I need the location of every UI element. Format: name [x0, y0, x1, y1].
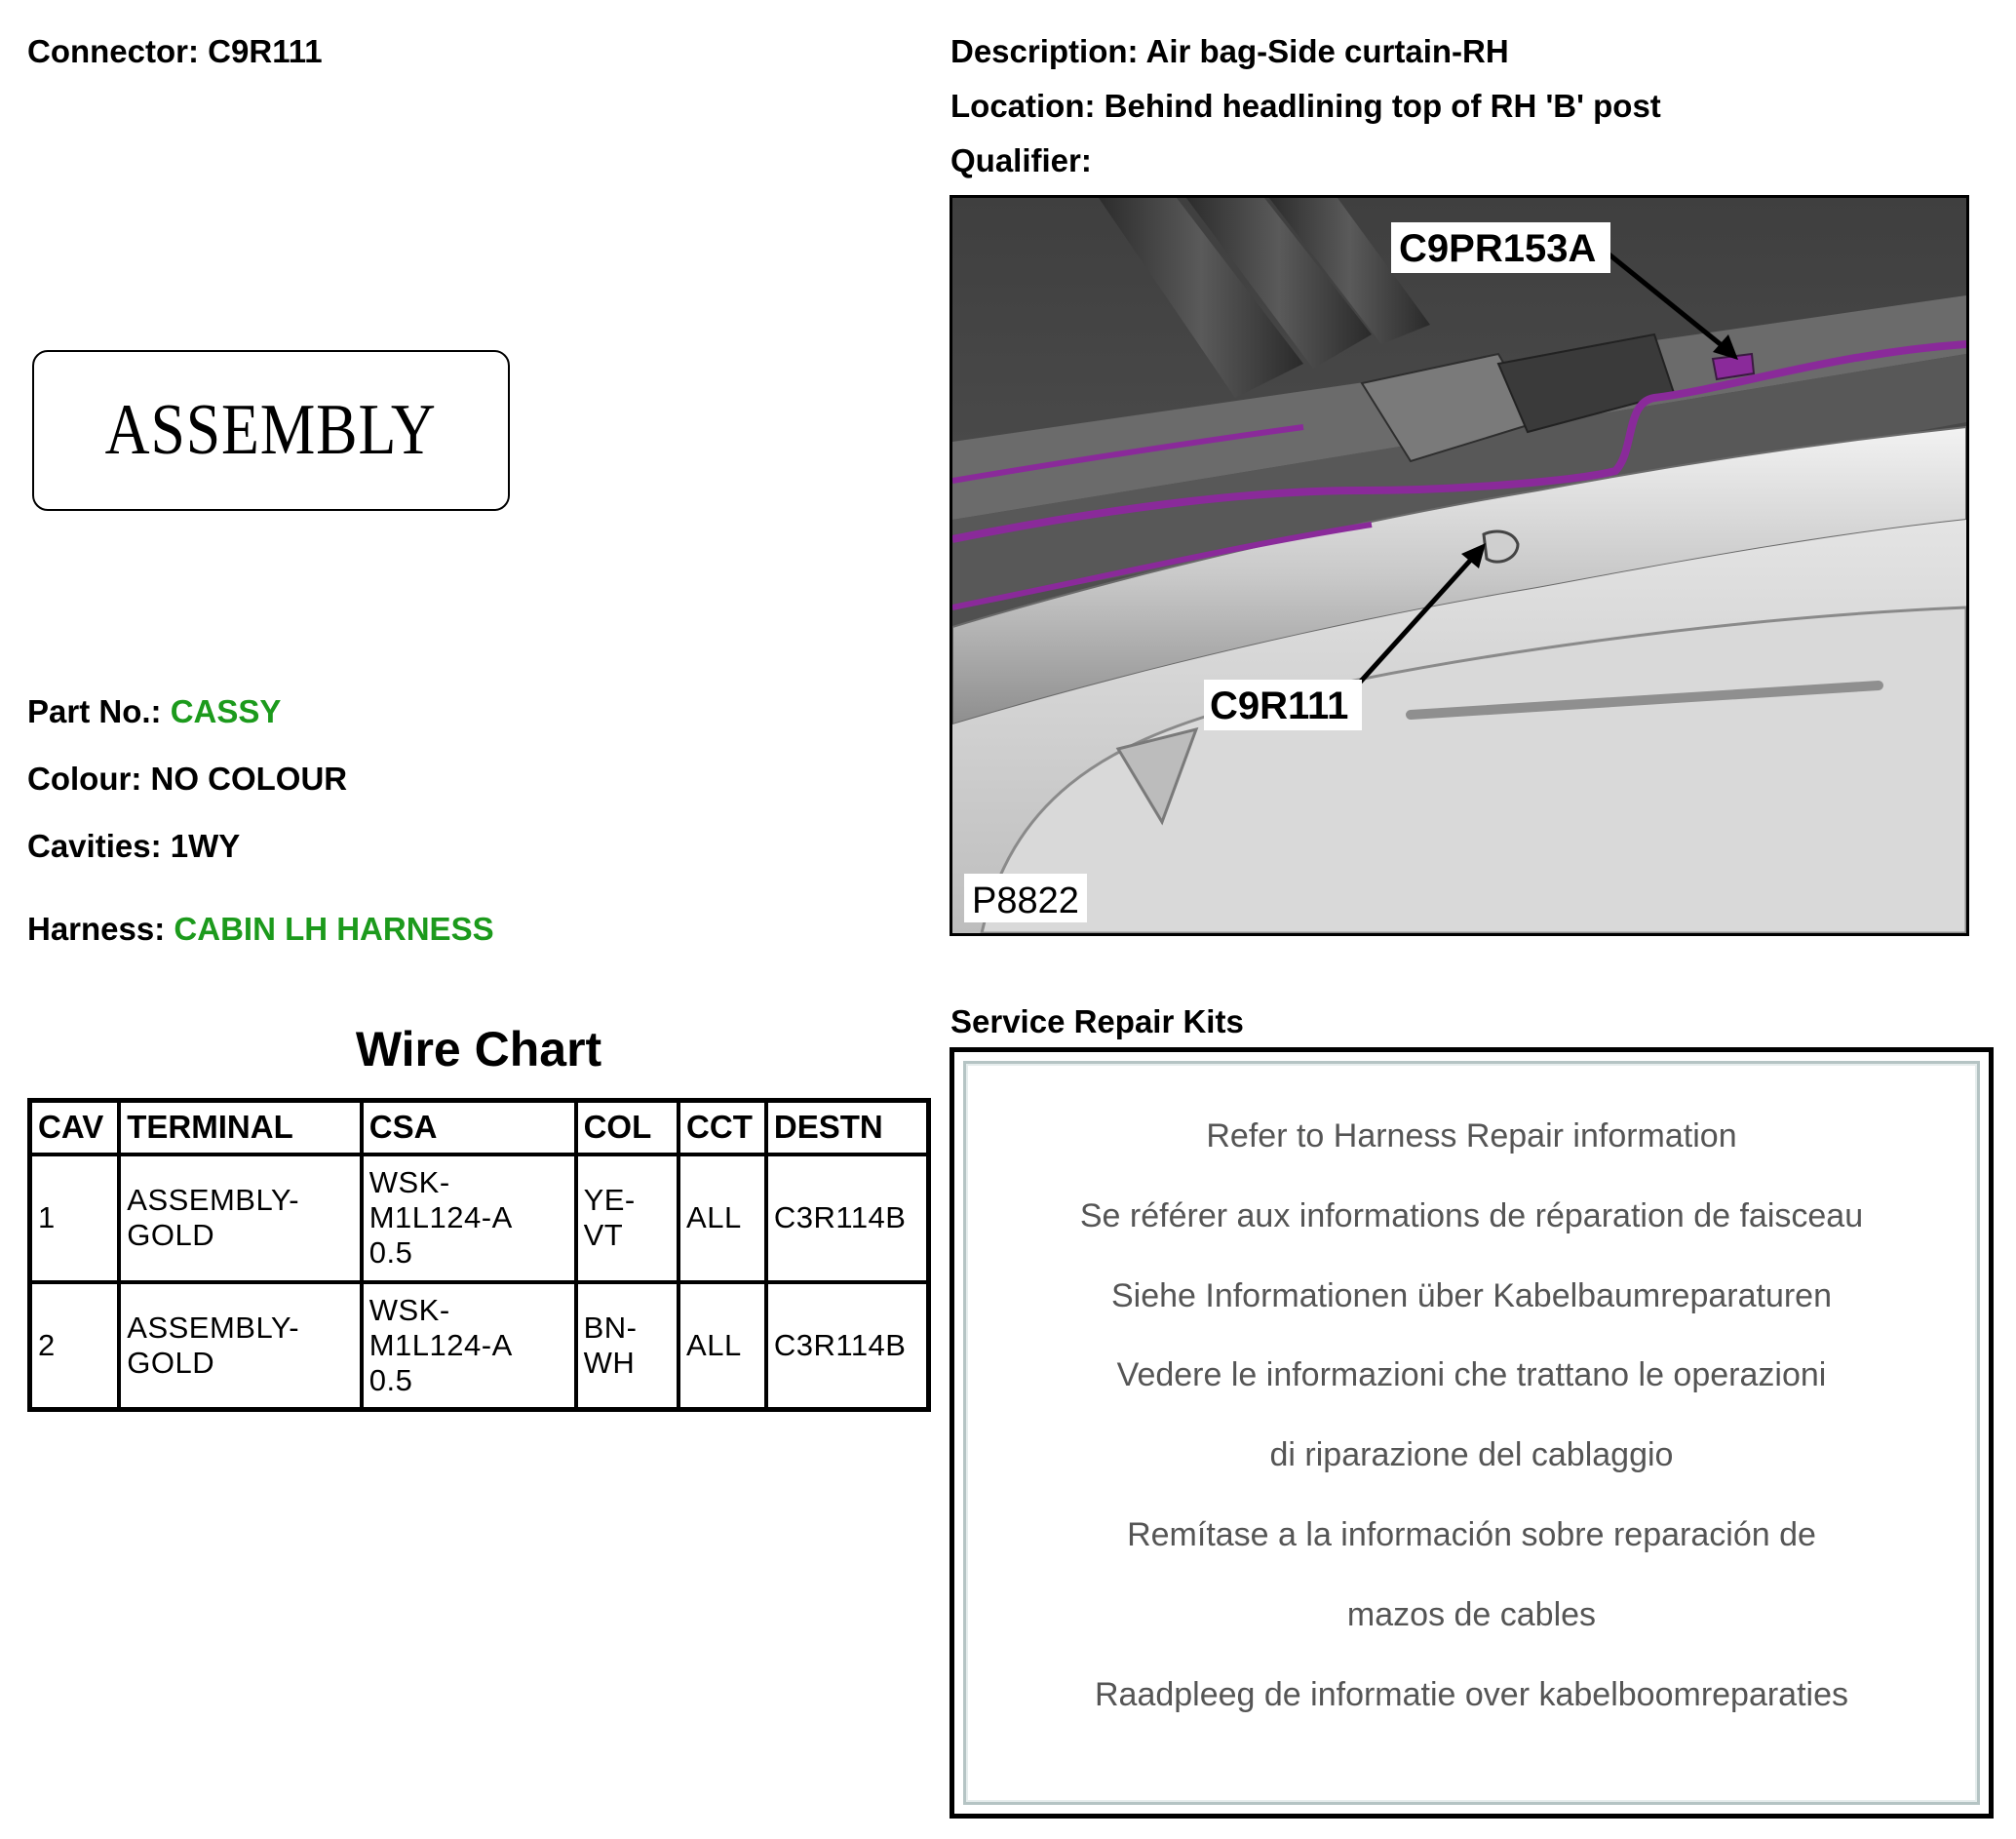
cell-destn-link[interactable]: C3R114B — [766, 1154, 929, 1282]
cell-cct: ALL — [678, 1154, 766, 1282]
cell-csa-line: M1L124-A — [368, 1327, 513, 1362]
cell-csa-line: WSK- — [368, 1292, 450, 1327]
service-repair-panel — [963, 1061, 1980, 1805]
cell-csa — [362, 1154, 576, 1282]
location-label: Location: — [950, 88, 1096, 124]
cell-col-line: YE- — [583, 1183, 636, 1217]
header-terminal: TERMINAL — [119, 1101, 361, 1154]
cell-csa-line: 0.5 — [368, 1362, 413, 1397]
cell-csa-line: M1L124-A — [368, 1200, 513, 1234]
part-no-field — [27, 692, 281, 731]
cell-terminal-line: ASSEMBLY- — [127, 1183, 300, 1217]
part-no-link[interactable]: CASSY — [170, 693, 282, 729]
cell-csa-line: 0.5 — [368, 1235, 413, 1270]
cell-col — [576, 1282, 678, 1410]
harness-field — [27, 910, 494, 949]
repair-text-line: Siehe Informationen über Kabelbaumreparaturen — [1110, 1277, 1833, 1314]
repair-text-line: Refer to Harness Repair information — [1206, 1117, 1737, 1154]
cell-csa — [362, 1282, 576, 1410]
cell-cav: 1 — [30, 1154, 120, 1282]
description-field — [950, 32, 1509, 71]
cell-destn-link[interactable]: C3R114B — [766, 1282, 929, 1410]
header-cct: CCT — [678, 1101, 766, 1154]
description-value: Air bag-Side curtain-RH — [1145, 33, 1509, 69]
colour-label: Colour: — [27, 761, 142, 797]
callout-c9pr153a: C9PR153A — [1399, 227, 1597, 270]
qualifier-label: Qualifier: — [950, 142, 1092, 178]
assembly-symbol — [32, 350, 510, 511]
cell-csa-line: WSK- — [368, 1165, 450, 1199]
wire-chart-table — [27, 1098, 931, 1412]
cell-terminal-line: GOLD — [127, 1345, 215, 1380]
table-row — [30, 1154, 929, 1282]
colour-value: NO COLOUR — [150, 761, 348, 797]
description-label: Description: — [950, 33, 1139, 69]
assembly-symbol-label: ASSEMBLY — [105, 390, 437, 470]
cell-terminal — [119, 1154, 361, 1282]
location-photo-drawing — [952, 198, 1966, 933]
location-value: Behind headlining top of RH 'B' post — [1104, 88, 1661, 124]
cell-terminal-line: ASSEMBLY- — [127, 1310, 300, 1345]
header-cav: CAV — [30, 1101, 120, 1154]
cell-terminal — [119, 1282, 361, 1410]
cell-terminal-line: GOLD — [127, 1218, 215, 1252]
cavities-field — [27, 827, 240, 866]
table-row — [30, 1282, 929, 1410]
repair-text-line: Raadpleeg de informatie over kabelboomreparaties — [1094, 1676, 1849, 1713]
location-photo — [950, 195, 1969, 936]
connector-field — [27, 32, 323, 71]
repair-text-line: Vedere le informazioni che trattano le operazioni — [1116, 1356, 1827, 1393]
service-repair-title: Service Repair Kits — [950, 1003, 1244, 1039]
header-destn: DESTN — [766, 1101, 929, 1154]
harness-link[interactable]: CABIN LH HARNESS — [174, 911, 494, 947]
harness-label: Harness: — [27, 911, 166, 947]
cavities-label: Cavities: — [27, 828, 162, 864]
figure-id: P8822 — [972, 880, 1079, 921]
header-csa: CSA — [362, 1101, 576, 1154]
header-col: COL — [576, 1101, 678, 1154]
connector-label: Connector: — [27, 33, 199, 69]
repair-text-line: di riparazione del cablaggio — [1269, 1436, 1674, 1473]
wire-chart-header-row — [30, 1101, 929, 1154]
wire-chart-title: Wire Chart — [355, 1022, 602, 1076]
location-field — [950, 87, 1661, 126]
repair-text-line: mazos de cables — [1346, 1596, 1597, 1633]
cell-cct: ALL — [678, 1282, 766, 1410]
qualifier-field — [950, 141, 1092, 180]
cavities-value: 1WY — [170, 828, 241, 864]
connector-value: C9R111 — [208, 33, 323, 69]
cell-col-line: BN- — [583, 1310, 638, 1345]
cell-col-line: WH — [583, 1345, 636, 1380]
part-no-label: Part No.: — [27, 693, 162, 729]
repair-text-line: Remítase a la información sobre reparación de — [1127, 1516, 1816, 1553]
connector-c9r111 — [1484, 531, 1518, 562]
cell-col — [576, 1154, 678, 1282]
repair-text-line: Se référer aux informations de réparation de faisceau — [1079, 1197, 1864, 1234]
cell-col-line: VT — [583, 1218, 624, 1252]
callout-c9r111: C9R111 — [1210, 685, 1349, 727]
colour-field — [27, 760, 347, 799]
service-repair-box — [950, 1047, 1994, 1819]
cell-cav: 2 — [30, 1282, 120, 1410]
